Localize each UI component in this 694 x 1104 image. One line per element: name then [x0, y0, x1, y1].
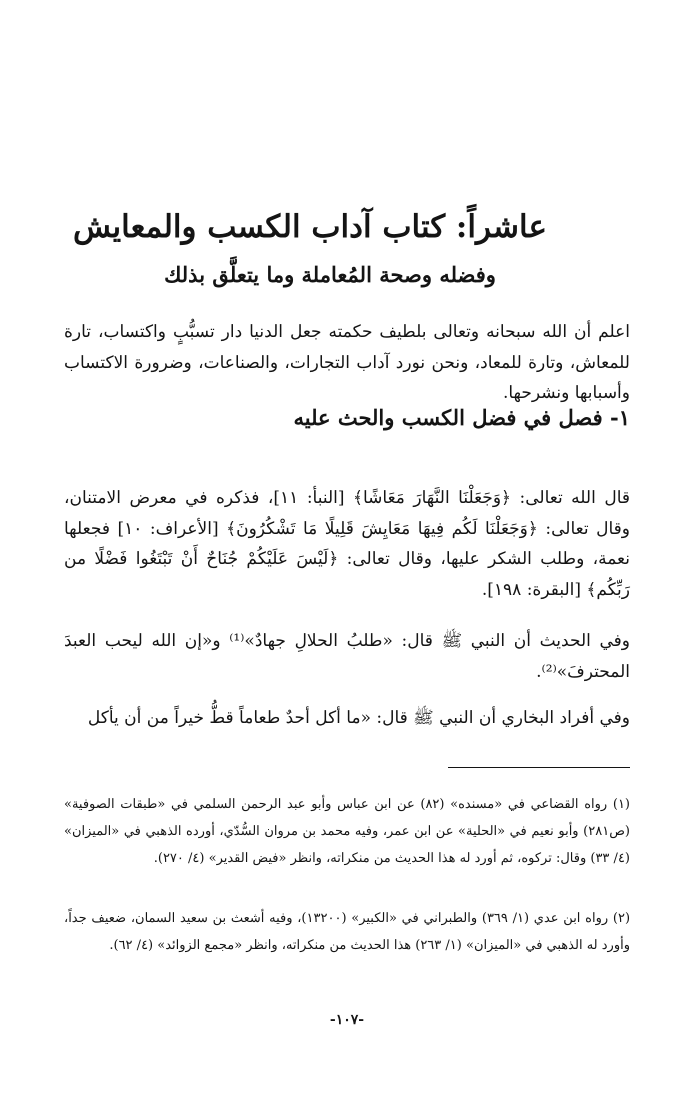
chapter-subtitle: وفضله وصحة المُعاملة وما يتعلَّق بذلك: [164, 262, 496, 287]
footnote-separator: [448, 767, 630, 768]
footnote-2: (٢) رواه ابن عدي (١/ ٣٦٩) والطبراني في «الكبير» (١٣٢٠٠)، وفيه أشعث بن سعيد السمان، ضعيف جداً، وأورد له الذهبي في «الميزان» (١/ ٢٦٣) هذا الحديث من منكراته، وانظر «مجمع الزوائد» (٤/ ٦٢).: [64, 911, 631, 953]
page-number: -١٠٧-: [329, 1012, 365, 1028]
intro-paragraph: اعلم أن الله سبحانه وتعالى بلطيف حكمته جعل الدنيا دار تسبُّبٍ واكتساب، تارة للمعاش، وتارة للمعاد، ونحن نورد آداب التجارات، والصناعات، وضرورة الاكتساب وأسبابها ونشرحها.: [64, 322, 630, 403]
footnote-1: (١) رواه القضاعي في «مسنده» (٨٢) عن ابن عباس وأبو عبد الرحمن السلمي في «طبقات الصوفية» (ص٢٨١) وأبو نعيم في «الحلية» عن ابن عمر، وفيه محمد بن مروان السُّدّي، أورده الذهبي في «الميزان» (٤/ ٣٣) وقال: تركوه، ثم أورد له هذا الحديث من منكراته، وانظر «فيض القدير» (٤/ ٢٧٠).: [64, 797, 630, 866]
chapter-title: عاشراً: كتاب آداب الكسب والمعايش: [73, 209, 547, 245]
hadith-paragraph: وفي الحديث أن النبي ﷺ قال: «طلبُ الحلالِ جهادٌ»⁽¹⁾ و«إن الله ليحب العبدَ المحترفَ»⁽²⁾.: [64, 631, 631, 682]
bukhari-paragraph: وفي أفراد البخاري أن النبي ﷺ قال: «ما أكل أحدٌ طعاماً قطُّ خيراً من أن يأكل: [87, 708, 630, 728]
quran-verses-paragraph: قال الله تعالى: ﴿وَجَعَلْنَا النَّهَارَ مَعَاشًا﴾ [النبأ: ١١]، فذكره في معرض الامتنان، وقال تعالى: ﴿وَجَعَلْنَا لَكُم فِيهَا مَعَايِشَ قَلِيلًا مَا تَشْكُرُونَ﴾ [الأعراف: ١٠] فجعلها نعمة، وطلب الشكر عليها، وقال تعالى: ﴿لَيْسَ عَلَيْكُمْ جُنَاحٌ أَنْ تَبْتَغُوا فَضْلًا من رَبِّكُم﴾ [البقرة: ١٩٨].: [64, 488, 630, 600]
section-heading: ١- فصل في فضل الكسب والحث عليه: [293, 405, 630, 430]
